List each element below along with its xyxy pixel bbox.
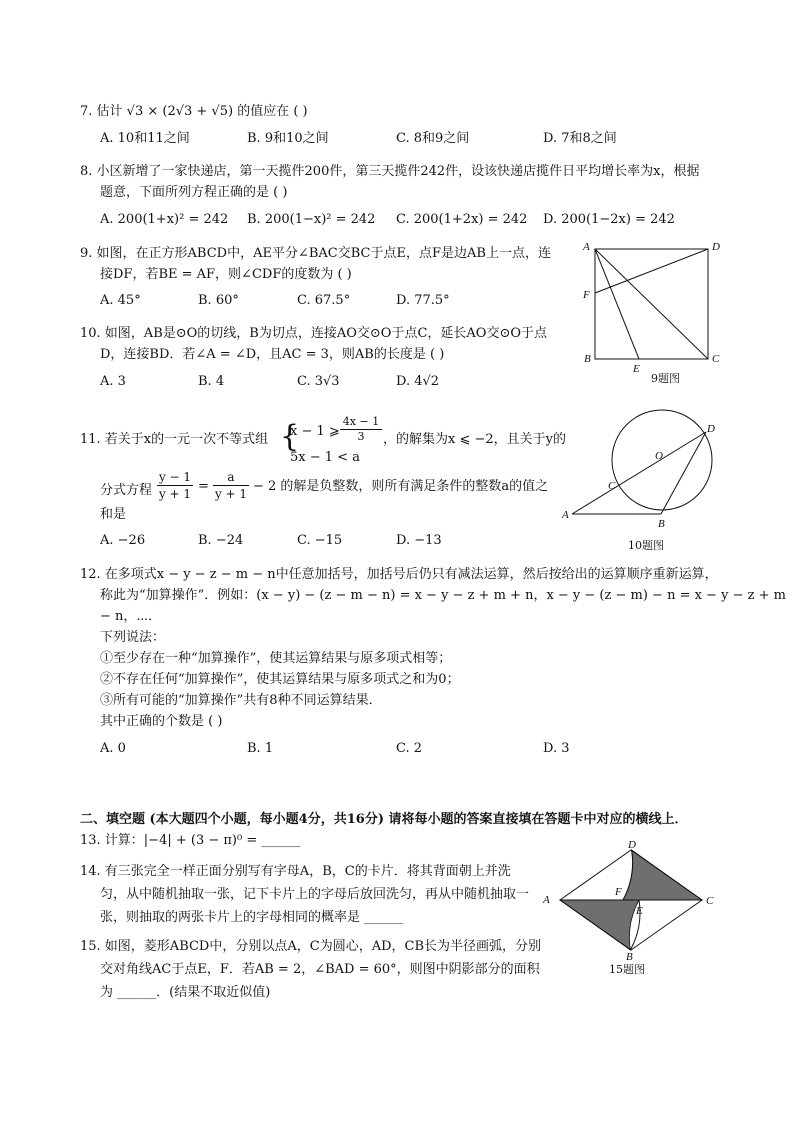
q11-system-line2: 5x − 1 < a: [290, 450, 360, 465]
figure-15: [540, 838, 720, 960]
q11-stem-prefix: 11. 若关于x的一元一次不等式组: [80, 432, 269, 447]
fig10-caption: 10题图: [628, 539, 664, 552]
fig10-chord-bd: [661, 432, 706, 514]
q10-option-c[interactable]: C. 3√3: [297, 374, 340, 389]
q11-option-a[interactable]: A. −26: [100, 533, 146, 548]
q10-stem-line1: 10. 如图，AB是⊙O的切线，B为切点，连接AO交⊙O于点C，延长AO交⊙O于点: [80, 326, 547, 341]
fig9-caption: 9题图: [651, 372, 680, 385]
q10-stem-line2: D，连接BD．若∠A = ∠D，且AC = 3，则AB的长度是 ( ): [100, 347, 445, 362]
fig15-label-c: C: [706, 895, 714, 907]
q11-frac2-bar: [213, 485, 249, 486]
q14-stem-line2: 匀，从中随机抽取一张，记下卡片上的字母后放回洗匀，再从中随机抽取一: [100, 887, 530, 902]
fig10-label-a: A: [562, 509, 569, 521]
q8-option-b[interactable]: B. 200(1−x)² = 242: [247, 212, 376, 227]
q12-option-d[interactable]: D. 3: [543, 741, 570, 756]
fig15-label-b: B: [626, 951, 633, 960]
q12-option-b[interactable]: B. 1: [247, 741, 274, 756]
fig9-label-c: C: [712, 353, 720, 365]
q10-option-d[interactable]: D. 4√2: [396, 374, 440, 389]
q7-option-d[interactable]: D. 7和8之间: [543, 131, 617, 146]
fig9-segment-ae: [595, 249, 639, 359]
q15-stem-line1: 15. 如图，菱形ABCD中，分别以点A，C为圆心，AD，CB长为半径画弧，分别: [80, 939, 542, 954]
q11-option-b[interactable]: B. −24: [198, 533, 244, 548]
q9-option-b[interactable]: B. 60°: [198, 293, 239, 308]
fig15-shade-lower: [560, 900, 639, 950]
q11-system-line1-lhs: x − 1 ⩾: [290, 424, 340, 439]
fig10-label-o: O: [655, 450, 663, 462]
q12-stem-line1: 12. 在多项式x − y − z − m − n中任意加括号，加括号后仍只有减法运算，然后按给出的运算顺序重新运算，: [80, 567, 718, 582]
q12-stem-line3: − n，⋯．: [100, 609, 162, 624]
q15-stem-line2: 交对角线AC于点E，F．若AB = 2，∠BAD = 60°，则图中阴影部分的面积: [100, 962, 540, 977]
fig15-label-d: D: [628, 839, 636, 851]
q15-stem-line3: 为 ______．(结果不取近似值): [100, 985, 271, 1000]
q9-option-c[interactable]: C. 67.5°: [297, 293, 351, 308]
fig9-label-a: A: [583, 241, 590, 253]
fig9-label-f: F: [583, 289, 590, 301]
q11-frac2-den: y + 1: [214, 487, 248, 501]
q14-stem-line3: 张，则抽取的两张卡片上的字母相同的概率是 ______: [100, 910, 404, 925]
fig15-label-a: A: [543, 894, 550, 906]
q11-line2-prefix: 分式方程: [100, 483, 153, 498]
q12-option-a[interactable]: A. 0: [100, 741, 126, 756]
fig10-line-ad: [572, 432, 706, 514]
q11-brace: {: [280, 419, 300, 454]
q9-option-d[interactable]: D. 77.5°: [396, 293, 450, 308]
q11-equals: =: [198, 479, 209, 494]
q11-frac2-num: a: [227, 470, 235, 484]
fig9-label-e: E: [633, 363, 640, 375]
q11-option-d[interactable]: D. −13: [396, 533, 442, 548]
q14-stem-line1: 14. 有三张完全一样正面分别写有字母A，B，C的卡片．将其背面朝上并洗: [80, 864, 511, 879]
fig15-caption: 15题图: [609, 963, 645, 976]
figure-10: [560, 404, 730, 532]
q12-stem-line4: 下列说法：: [100, 630, 166, 645]
q11-frac1-num: y − 1: [158, 470, 192, 484]
fig9-label-d: D: [712, 241, 720, 253]
fig9-diagonal-ac: [595, 249, 708, 359]
fig10-label-d: D: [707, 423, 715, 435]
fig15-label-e: E: [636, 905, 643, 917]
q11-system-frac-num: 4x − 1: [342, 415, 380, 428]
q8-option-d[interactable]: D. 200(1−2x) = 242: [543, 212, 675, 227]
q11-line3: 和是: [100, 507, 127, 522]
q7-option-b[interactable]: B. 9和10之间: [247, 131, 329, 146]
q12-statement-2: ②不存在任何“加算操作”，使其运算结果与原多项式之和为0；: [100, 672, 460, 687]
q8-option-c[interactable]: C. 200(1+2x) = 242: [396, 212, 528, 227]
fig15-label-f: F: [615, 886, 622, 898]
figure-9: [578, 238, 728, 386]
q12-stem-line8: 其中正确的个数是 ( ): [100, 714, 223, 729]
section-2-header: 二、填空题 (本大题四个小题，每小题4分，共16分) 请将每小题的答案直接填在答题卡中对应的横线上．: [80, 812, 688, 827]
q11-frac1-bar: [157, 485, 193, 486]
fig9-label-b: B: [584, 353, 591, 365]
q12-statement-1: ①至少存在一种“加算操作”，使其运算结果与原多项式相等；: [100, 651, 452, 666]
fig10-label-b: B: [658, 518, 665, 530]
fig9-segment-df: [595, 249, 708, 293]
q8-stem-line1: 8. 小区新增了一家快递店，第一天揽件200件，第三天揽件242件，设该快递店揽件日平均增长率为x，根据: [80, 164, 700, 179]
q8-option-a[interactable]: A. 200(1+x)² = 242: [100, 212, 229, 227]
q12-option-c[interactable]: C. 2: [396, 741, 423, 756]
q11-stem-suffix: ，的解集为x ⩽ −2，且关于y的: [383, 432, 566, 447]
q9-stem-line2: 接DF，若BE = AF，则∠CDF的度数为 ( ): [100, 267, 352, 282]
q8-stem-line2: 题意，下面所列方程正确的是 ( ): [100, 185, 288, 200]
q7-stem: 7. 估计 √3 × (2√3 + √5) 的值应在 ( ): [80, 104, 308, 119]
q10-option-b[interactable]: B. 4: [198, 374, 225, 389]
fig10-label-c: C: [608, 480, 616, 492]
q12-statement-3: ③所有可能的“加算操作”共有8种不同运算结果．: [100, 693, 382, 708]
q9-stem-line1: 9. 如图，在正方形ABCD中，AE平分∠BAC交BC于点E，点F是边AB上一点，连: [80, 246, 551, 261]
q11-frac1-den: y + 1: [158, 487, 192, 501]
q9-option-a[interactable]: A. 45°: [100, 293, 141, 308]
q13-stem: 13. 计算：|−4| + (3 − π)⁰ = ______: [80, 833, 301, 848]
q7-option-c[interactable]: C. 8和9之间: [396, 131, 470, 146]
q11-system-frac-den: 3: [357, 430, 365, 443]
q10-option-a[interactable]: A. 3: [100, 374, 126, 389]
fig15-shade-upper: [623, 850, 702, 900]
q11-option-c[interactable]: C. −15: [297, 533, 343, 548]
q7-option-a[interactable]: A. 10和11之间: [100, 131, 190, 146]
q11-line2-suffix: − 2 的解是负整数，则所有满足条件的整数a的值之: [253, 479, 549, 494]
q12-stem-line2: 称此为“加算操作”．例如：(x − y) − (z − m − n) = x − y − z + m + n，x − y − (z − m) − n = x − y − z + m: [100, 588, 786, 603]
